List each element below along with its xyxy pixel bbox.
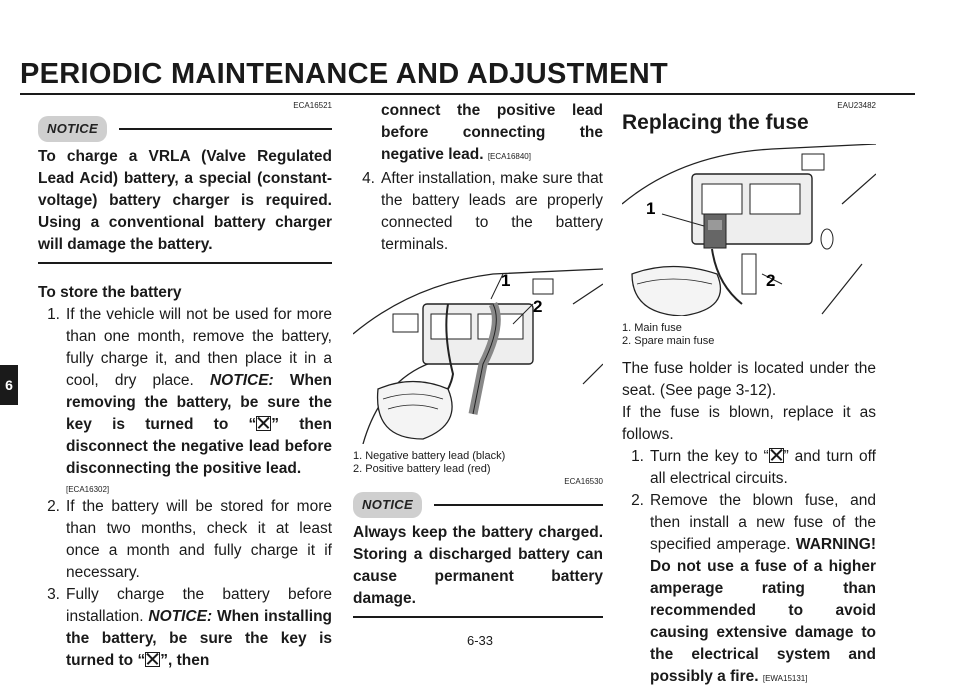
inline-warning-cont: ” then disconnect the negative lead before disconnecting the positive lead.: [66, 415, 332, 477]
notice-header: [38, 116, 332, 142]
key-off-icon: [769, 448, 784, 463]
item-text: If the battery will be stored for more than two months, check it at least once a month and fully charge it if necessary.: [66, 497, 332, 581]
notice-badge: NOTICE: [38, 116, 107, 142]
item-text: After installation, make sure that the battery leads are properly connected to the battery terminals.: [381, 170, 603, 253]
paragraph: The fuse holder is located under the seat. (See page 3-12).: [622, 360, 876, 399]
item-body: [66, 584, 332, 672]
inline-warning: When installing the battery, be sure the key is turned to “: [66, 607, 333, 669]
item-number: 1.: [631, 448, 644, 465]
item-text: Turn the key to “: [650, 448, 769, 465]
notice-text: Always keep the battery charged. Storing a discharged battery can cause permanent battery damage.: [353, 524, 603, 607]
item-body: [650, 446, 876, 490]
inline-warning: WARNING! Do not use a fuse of a higher amperage rating than recommended to avoid causing extensive damage to the electrical system and possibly a fire.: [650, 536, 876, 685]
list-item: [622, 490, 876, 690]
callout-2: 2: [766, 271, 776, 290]
figure-caption-1: 1. Main fuse: [622, 322, 682, 334]
continued-warning: [353, 100, 603, 168]
inline-notice: NOTICE:: [209, 371, 274, 389]
subheading-store-battery: To store the battery: [38, 283, 182, 301]
item-text-cont: ” and turn off all electrical circuits.: [650, 448, 876, 487]
page-header: PERIODIC MAINTENANCE AND ADJUSTMENT: [20, 58, 668, 90]
inline-notice: NOTICE:: [148, 607, 213, 625]
item-body: [650, 490, 876, 690]
item-code: [ECA16302]: [66, 484, 110, 494]
callout-1: 1: [501, 271, 511, 290]
notice-code: ECA16530: [564, 477, 603, 486]
list-item: [622, 446, 876, 490]
fuse-location-illustration: [622, 144, 876, 316]
continued-warning-text: connect the positive lead before connecting the negative lead.: [381, 102, 603, 163]
item-number: 2.: [47, 497, 60, 515]
figure-caption-2: 2. Spare main fuse: [622, 335, 715, 347]
item-number: 1.: [47, 305, 60, 323]
key-off-icon: [256, 416, 271, 431]
callout-1: 1: [646, 199, 656, 218]
column-2: [353, 100, 603, 628]
item-number: 2.: [631, 492, 644, 509]
item-text: If the vehicle will not be used for more than one month, remove the battery, fully charge it, and then place it in a cool, dry place.: [66, 305, 332, 389]
inline-code: [ECA16840]: [487, 152, 531, 161]
page-number: 6-33: [466, 633, 494, 648]
list-item: [38, 584, 332, 672]
notice-header: [353, 492, 603, 518]
figure-caption-2: 2. Positive battery lead (red): [353, 463, 491, 475]
inline-warning: When removing the battery, be sure the key is turned to “: [66, 371, 333, 433]
item-number: 4.: [362, 170, 375, 187]
callout-2: 2: [533, 297, 543, 316]
section-title: Replacing the fuse: [622, 111, 809, 134]
chapter-tab: 6: [0, 365, 18, 405]
section-code: EAU23482: [837, 101, 876, 110]
figure-caption-1: 1. Negative battery lead (black): [353, 450, 506, 462]
item-number: 3.: [47, 585, 60, 603]
notice-end-rule: [38, 262, 332, 264]
inline-warning-cont: ”, then: [160, 651, 210, 669]
item-text: Fully charge the battery before installation.: [66, 585, 332, 625]
notice-end-rule: [353, 616, 603, 618]
notice-text: To charge a VRLA (Valve Regulated Lead Acid) battery, a special (constant-voltage) battery charger is required. Using a conventional battery charger will damage the battery.: [38, 148, 332, 253]
list-item: [353, 168, 603, 256]
notice-code: ECA16521: [293, 101, 332, 110]
notice-rule: [119, 128, 332, 130]
battery-leads-illustration: [353, 264, 603, 444]
column-1: [38, 100, 332, 672]
list-item: [38, 496, 332, 584]
header-rule: [20, 93, 915, 95]
item-body: [66, 304, 332, 496]
notice-rule: [434, 504, 603, 506]
item-text: Remove the blown fuse, and then install a new fuse of the specified amperage.: [650, 492, 876, 553]
column-3: [622, 100, 876, 690]
notice-badge: NOTICE: [353, 492, 422, 518]
inline-code: [EWA15131]: [762, 674, 808, 683]
paragraph: If the fuse is blown, replace it as follows.: [622, 404, 876, 443]
list-item: [38, 304, 332, 496]
key-off-icon: [145, 652, 160, 667]
